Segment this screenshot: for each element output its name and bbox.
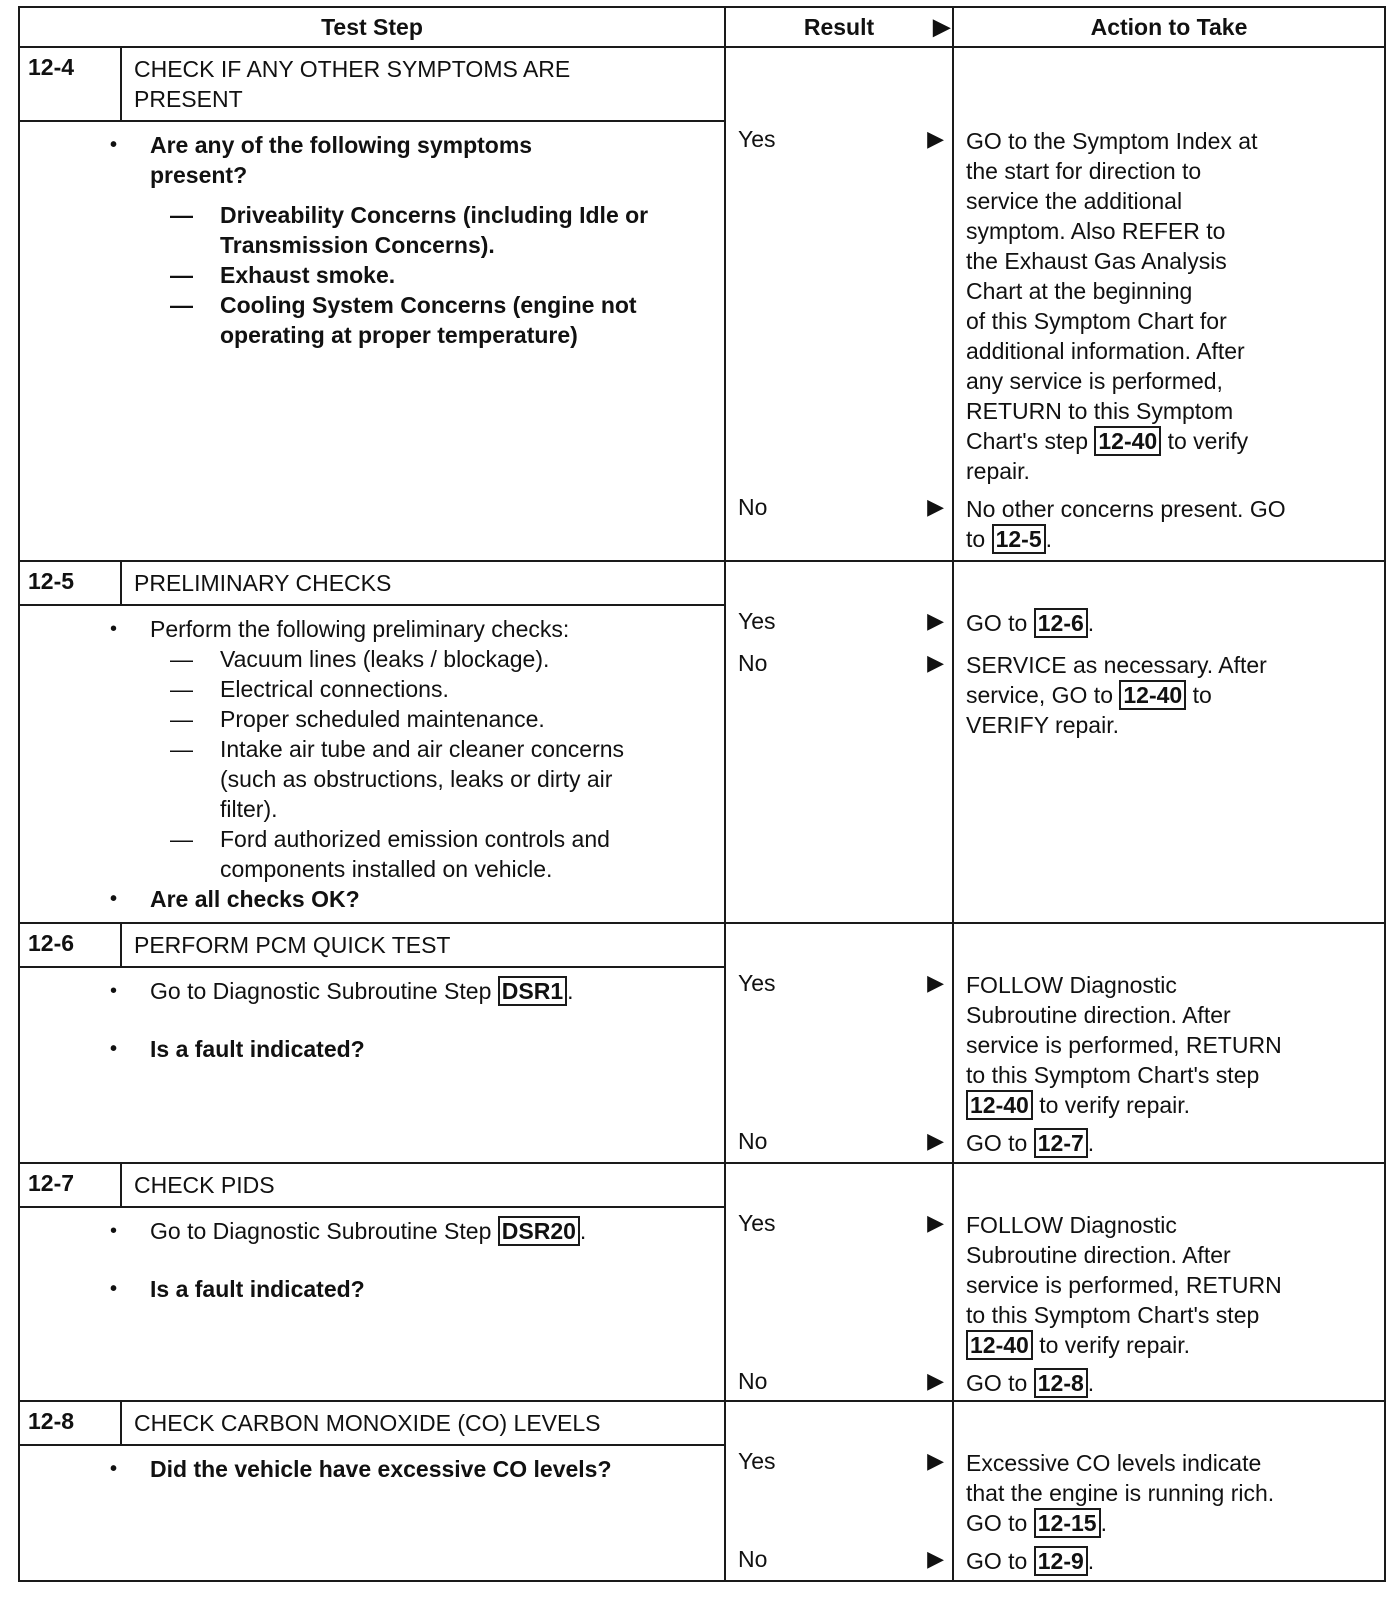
arrow-icon: ▶ <box>933 14 950 39</box>
step-row-12-7 <box>19 1163 1385 1401</box>
step-reference-link[interactable]: 12-6 <box>1034 608 1088 638</box>
arrow-icon: ▶ <box>927 1448 944 1473</box>
yes-action: Excessive CO levels indicate that the engine is running rich. GO to 12-15 . <box>966 1450 1275 1536</box>
result-cell <box>725 561 953 923</box>
no-action: No other concerns present. GO to 12-5 . <box>966 496 1286 552</box>
bullet-icon: • <box>110 134 118 156</box>
step-reference-link[interactable]: 12-40 <box>1119 680 1186 710</box>
result-cell <box>725 1401 953 1581</box>
bullet-icon: • <box>110 1278 118 1300</box>
step-reference-link[interactable]: 12-40 <box>1094 426 1161 456</box>
step-reference-link[interactable]: 12-40 <box>966 1090 1033 1120</box>
arrow-icon: ▶ <box>927 650 944 675</box>
dash-icon: — <box>170 706 193 732</box>
yes-action: GO to 12-6 . <box>966 610 1095 636</box>
bullet-icon: • <box>110 888 118 910</box>
result-no: No <box>738 1546 768 1572</box>
step-row-12-5 <box>19 561 1385 923</box>
result-yes: Yes <box>738 608 776 634</box>
dash-icon: — <box>170 826 193 852</box>
test-step-cell: 12-4 CHECK IF ANY OTHER SYMPTOMS ARE PRESENT • Are any of the following symptoms present? — Driveability Concerns (including Idle or Transmission Concerns). — Exhaust smoke. — Cooling System Concerns (engine not operating at proper temperature) <box>19 47 725 561</box>
step-number: 12-5 <box>20 562 122 604</box>
bullet-icon: • <box>110 1038 118 1060</box>
step-row-12-6 <box>19 923 1385 1163</box>
header-result: Result ▶ <box>725 7 953 47</box>
test-step-cell: 12-6 PERFORM PCM QUICK TEST • Go to Diagnostic Subroutine Step DSR1 . • Is a fault indicated? <box>19 923 725 1163</box>
diagnostic-table <box>18 6 1386 1582</box>
dash-icon: — <box>170 646 193 672</box>
bullet-icon: • <box>110 1458 118 1480</box>
no-action: GO to 12-8 . <box>966 1370 1095 1396</box>
dash-icon: — <box>170 292 193 318</box>
action-cell <box>953 561 1385 923</box>
step-title: PERFORM PCM QUICK TEST <box>134 932 451 958</box>
header-row <box>19 7 1385 47</box>
step-title: PRELIMINARY CHECKS <box>134 570 392 596</box>
no-action: SERVICE as necessary. After service, GO to 12-40 to VERIFY repair. <box>966 652 1267 738</box>
bullet-icon: • <box>110 980 118 1002</box>
result-no: No <box>738 1128 768 1154</box>
step-reference-link[interactable]: 12-15 <box>1034 1508 1101 1538</box>
test-step-cell: 12-5 PRELIMINARY CHECKS • Perform the following preliminary checks: — Vacuum lines (leaks / blockage). — Electrical connections. — Proper scheduled maintenance. — Intake air tube and air cleaner concerns (such as obstructions, leaks or dirty air filter). — Ford authorized emission controls and components installed on vehicle. • Are all checks OK? <box>19 561 725 923</box>
result-cell <box>725 47 953 561</box>
arrow-icon: ▶ <box>927 494 944 519</box>
result-yes: Yes <box>738 126 776 152</box>
yes-action: GO to the Symptom Index at the start for direction to service the additional symptom. Also REFER to the Exhaust Gas Analysis Chart at the beginning of this Symptom Chart for additional information. After any service is performed, RETURN to this Symptom Chart's step 12-40 to verify repair. <box>966 128 1258 484</box>
result-yes: Yes <box>738 970 776 996</box>
step-title: CHECK CARBON MONOXIDE (CO) LEVELS <box>134 1410 601 1436</box>
step-number: 12-4 <box>20 48 122 120</box>
action-cell <box>953 923 1385 1163</box>
no-action: GO to 12-7 . <box>966 1130 1095 1156</box>
step-title: CHECK PIDS <box>134 1172 275 1198</box>
symptom-chart <box>18 6 1384 1582</box>
result-yes: Yes <box>738 1448 776 1474</box>
bullet-icon: • <box>110 618 118 640</box>
step-reference-link[interactable]: 12-9 <box>1034 1546 1088 1576</box>
step-number: 12-7 <box>20 1164 122 1206</box>
test-step-cell: 12-7 CHECK PIDS • Go to Diagnostic Subroutine Step DSR20 . • Is a fault indicated? <box>19 1163 725 1401</box>
result-no: No <box>738 1368 768 1394</box>
header-test-step: Test Step <box>19 7 725 47</box>
dash-icon: — <box>170 736 193 762</box>
action-cell <box>953 1401 1385 1581</box>
step-number: 12-8 <box>20 1402 122 1444</box>
dash-icon: — <box>170 676 193 702</box>
action-cell <box>953 1163 1385 1401</box>
result-no: No <box>738 650 768 676</box>
bullet-icon: • <box>110 1220 118 1242</box>
step-reference-link[interactable]: 12-7 <box>1034 1128 1088 1158</box>
header-action: Action to Take <box>953 7 1385 47</box>
step-reference-link[interactable]: 12-8 <box>1034 1368 1088 1398</box>
step-row-12-4 <box>19 47 1385 561</box>
step-row-12-8 <box>19 1401 1385 1581</box>
result-no: No <box>738 494 768 520</box>
arrow-icon: ▶ <box>927 126 944 151</box>
no-action: GO to 12-9 . <box>966 1548 1095 1574</box>
action-cell <box>953 47 1385 561</box>
arrow-icon: ▶ <box>927 1128 944 1153</box>
arrow-icon: ▶ <box>927 1546 944 1571</box>
result-cell <box>725 1163 953 1401</box>
step-title: CHECK IF ANY OTHER SYMPTOMS ARE PRESENT <box>134 56 571 112</box>
step-reference-link[interactable]: 12-5 <box>992 524 1046 554</box>
subroutine-link[interactable]: DSR20 <box>498 1216 580 1246</box>
arrow-icon: ▶ <box>927 608 944 633</box>
dash-icon: — <box>170 262 193 288</box>
arrow-icon: ▶ <box>927 1210 944 1235</box>
arrow-icon: ▶ <box>927 1368 944 1393</box>
arrow-icon: ▶ <box>927 970 944 995</box>
result-yes: Yes <box>738 1210 776 1236</box>
test-step-cell: 12-8 CHECK CARBON MONOXIDE (CO) LEVELS • Did the vehicle have excessive CO levels? <box>19 1401 725 1581</box>
yes-action: FOLLOW Diagnostic Subroutine direction. After service is performed, RETURN to this Symptom Chart's step 12-40 to verify repair. <box>966 972 1282 1118</box>
dash-icon: — <box>170 202 193 228</box>
step-reference-link[interactable]: 12-40 <box>966 1330 1033 1360</box>
result-cell <box>725 923 953 1163</box>
step-number: 12-6 <box>20 924 122 966</box>
yes-action: FOLLOW Diagnostic Subroutine direction. After service is performed, RETURN to this Symptom Chart's step 12-40 to verify repair. <box>966 1212 1282 1358</box>
subroutine-link[interactable]: DSR1 <box>498 976 567 1006</box>
